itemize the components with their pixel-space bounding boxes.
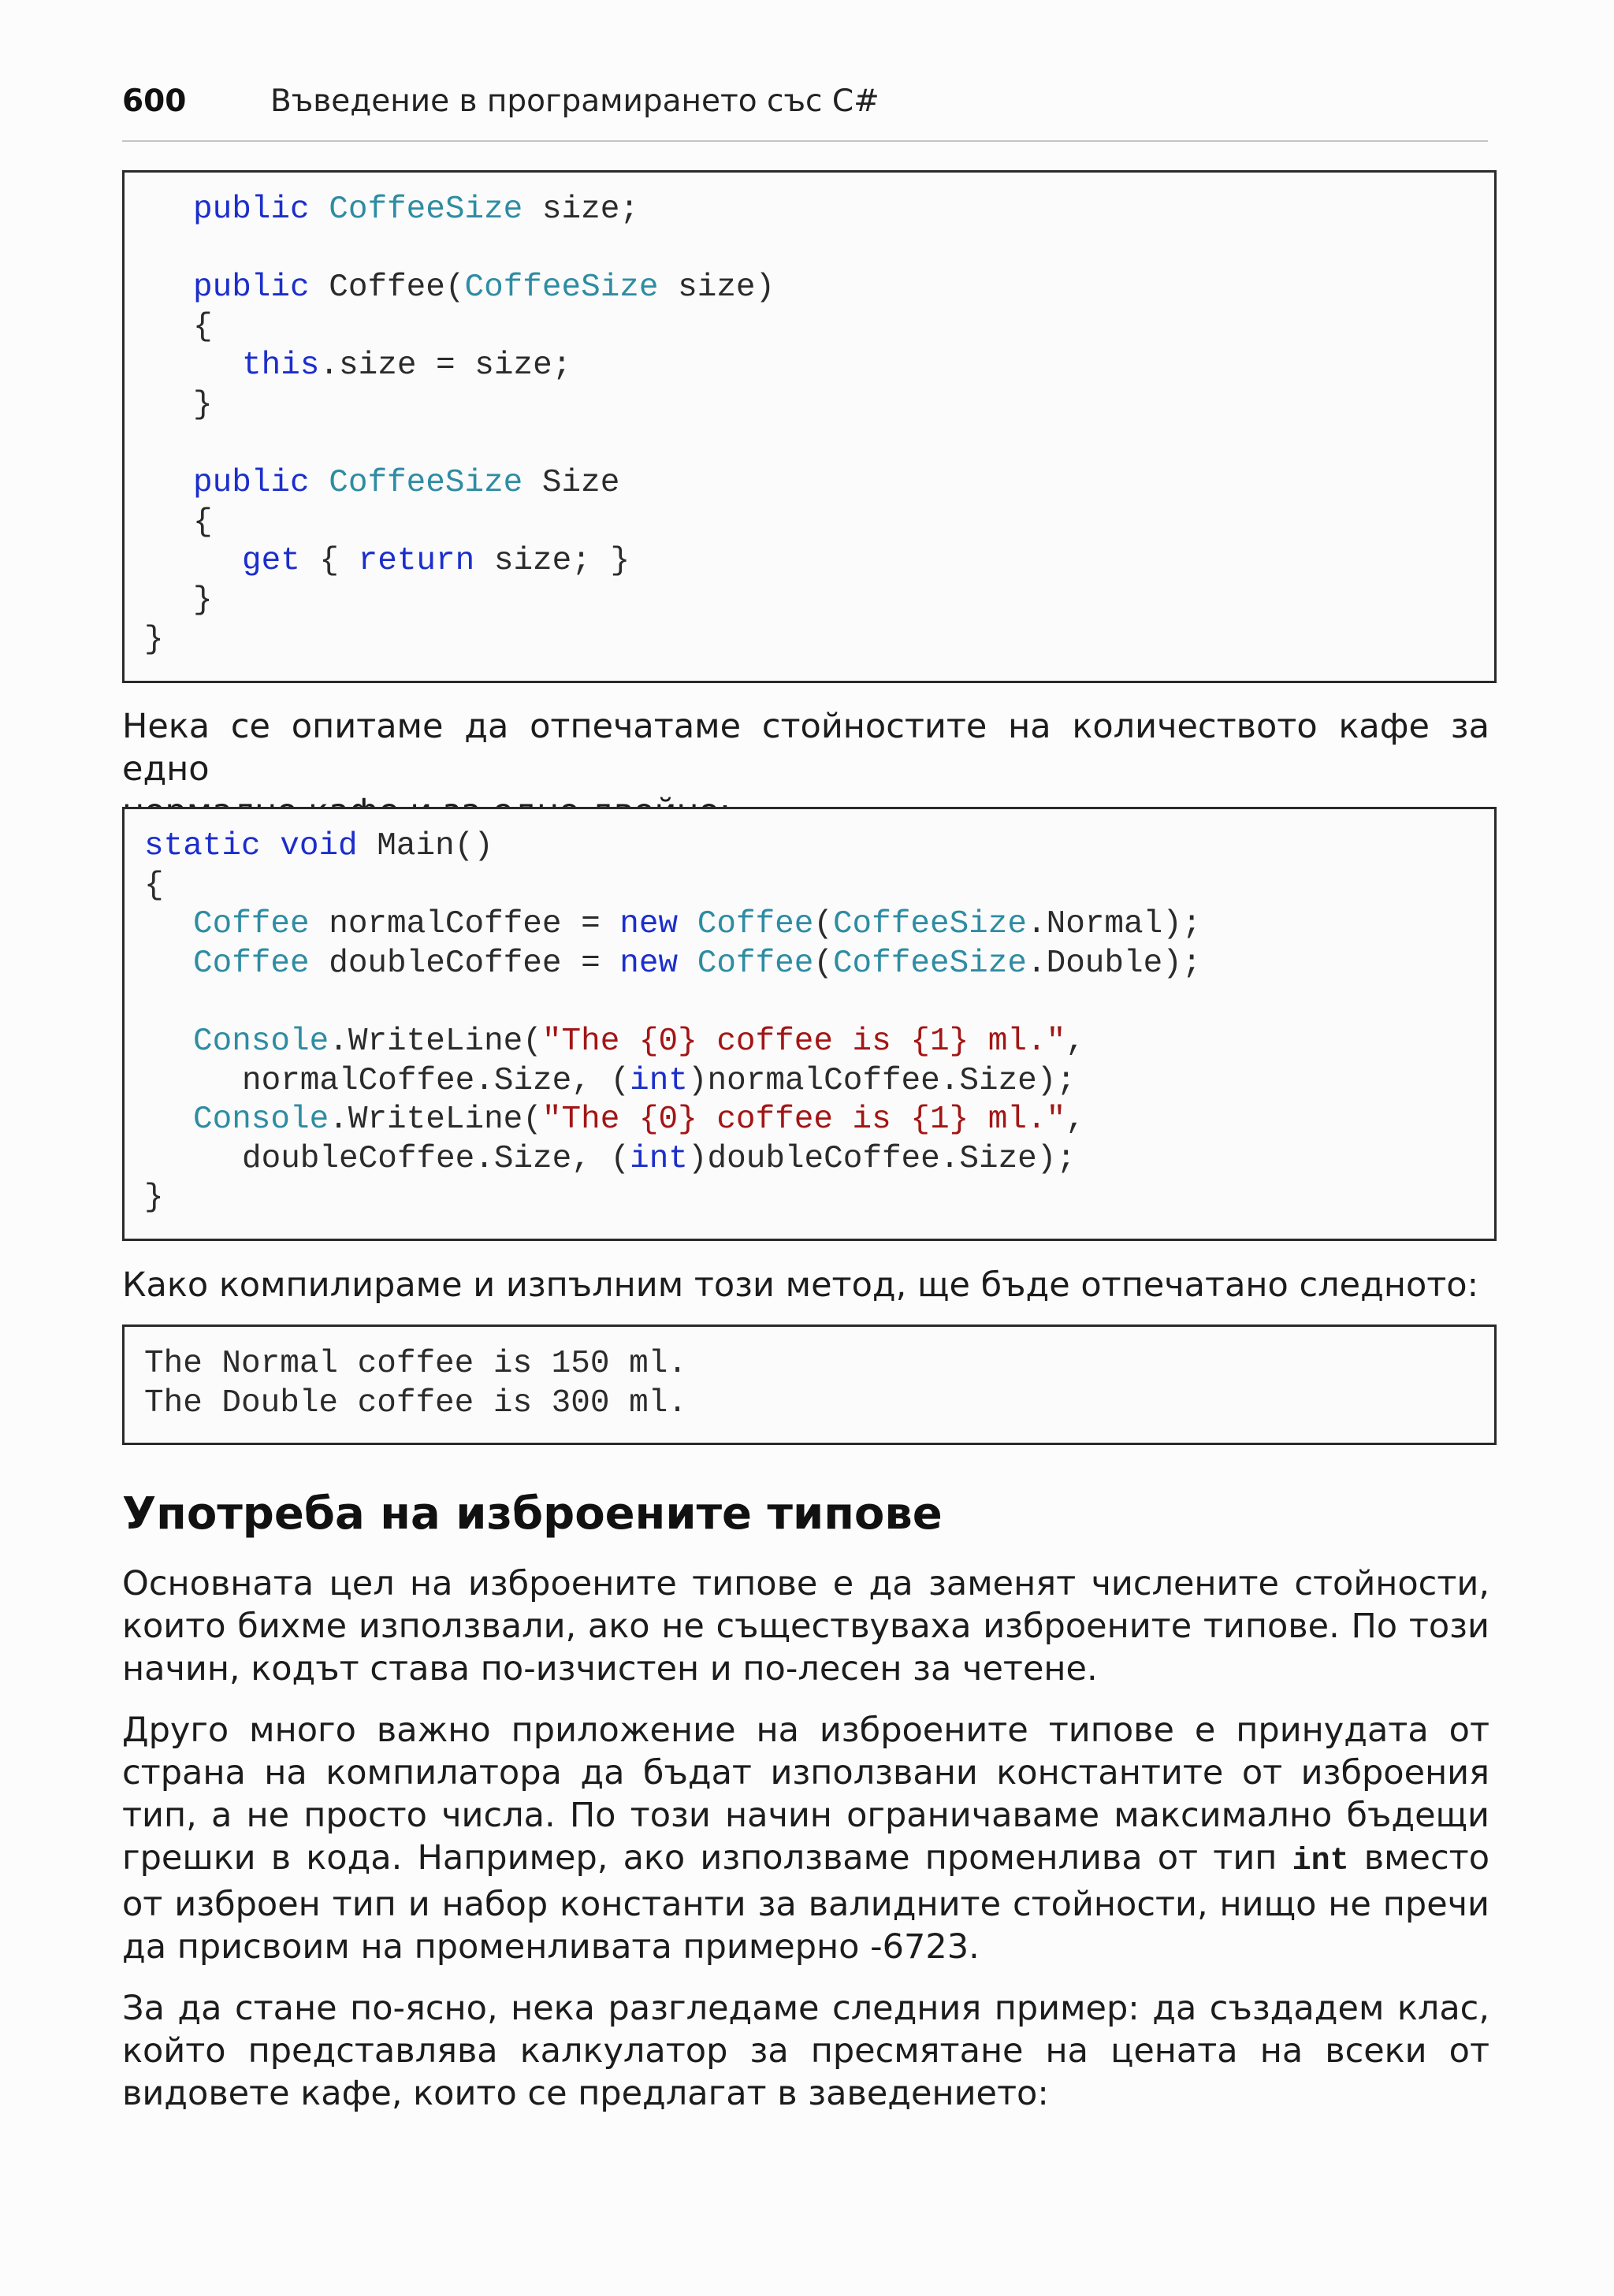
paragraph-enum-purpose <box>122 1562 1489 1690</box>
code-token: CoffeeSize <box>832 906 1027 943</box>
paragraph-line: страна на компилатора да бъдат използвани константите от изброения <box>122 1753 1489 1793</box>
code-token: doubleCoffee = <box>309 945 620 982</box>
code-token: ( <box>813 945 833 982</box>
code-token: public <box>193 269 310 307</box>
code-token: .WriteLine( <box>329 1102 542 1139</box>
code-token: Size <box>523 465 620 502</box>
code-line <box>242 346 571 385</box>
console-output-block <box>122 1324 1497 1445</box>
code-token: "The {0} coffee is {1} ml." <box>541 1102 1066 1139</box>
paragraph-line <box>122 1837 1489 1883</box>
code-line <box>242 1061 1076 1101</box>
code-token: )doubleCoffee.Size); <box>687 1140 1076 1177</box>
code-line <box>242 541 630 581</box>
code-token: int <box>630 1062 688 1099</box>
code-token: Coffee <box>697 906 814 943</box>
code-token: , <box>1065 1024 1085 1060</box>
code-token <box>310 191 329 228</box>
paragraph-line: от изброен тип и набор константи за валидните стойности, нищо не пречи <box>122 1885 1489 1924</box>
paragraph-output-intro <box>122 1264 1489 1306</box>
code-line <box>242 1139 1076 1179</box>
paragraph-line: начин, кодът става по-изчистен и по-лесен за четене. <box>122 1649 1098 1689</box>
code-token: .Double); <box>1027 945 1202 982</box>
code-line <box>144 1384 687 1423</box>
code-token: { <box>193 503 213 541</box>
code-line <box>193 385 213 425</box>
code-token: { <box>193 308 213 345</box>
code-token: Console <box>193 1102 329 1139</box>
page-number: 600 <box>122 84 187 119</box>
code-line <box>193 944 1201 983</box>
code-token: Main() <box>357 828 493 864</box>
paragraph-line: да присвоим на променливата примерно -6723. <box>122 1927 980 1967</box>
code-token: , <box>1065 1102 1085 1139</box>
code-line <box>193 190 639 229</box>
code-line <box>144 827 493 866</box>
code-token: Coffee <box>193 906 310 943</box>
code-token: new <box>619 945 679 982</box>
code-token: CoffeeSize <box>329 465 523 502</box>
code-token <box>678 906 697 942</box>
code-token: size; <box>523 191 639 228</box>
code-token: { <box>144 867 164 904</box>
code-line <box>193 1022 1085 1061</box>
code-token: public <box>193 465 310 502</box>
code-token: } <box>193 387 213 423</box>
code-line <box>144 620 164 659</box>
code-line <box>193 581 213 620</box>
code-line <box>144 1344 687 1384</box>
paragraph-line: Нека се опитаме да отпечатаме стойностите на количеството кафе за едно <box>122 707 1489 789</box>
code-line <box>193 503 213 542</box>
paragraph-example-intro <box>122 1987 1489 2115</box>
code-token: void <box>280 828 358 864</box>
paragraph-line: които бихме използвали, ако не съществуваха изброените типове. По този <box>122 1607 1489 1646</box>
code-line <box>193 307 213 347</box>
code-block-main-method <box>122 807 1497 1241</box>
code-token: .WriteLine( <box>329 1024 542 1060</box>
code-line <box>193 463 619 503</box>
code-block-coffee-class <box>122 170 1497 683</box>
code-token: The Normal coffee is 150 ml. <box>144 1346 687 1382</box>
paragraph-text: грешки в кода. Например, ако използваме променлива от тип <box>122 1838 1292 1878</box>
code-token: public <box>193 191 310 228</box>
paragraph-line: видовете кафе, които се предлагат в заведението: <box>122 2074 1049 2113</box>
code-token: Coffee( <box>309 269 465 307</box>
code-token: The Double coffee is 300 ml. <box>144 1384 687 1421</box>
paragraph-line: За да стане по-ясно, нека разгледаме следния пример: да създадем клас, <box>122 1989 1489 2028</box>
code-line <box>193 268 775 307</box>
code-token: .size = size; <box>319 347 572 385</box>
page-header <box>122 80 1488 142</box>
code-token: Coffee <box>697 945 814 982</box>
paragraph-line: Друго много важно приложение на изброените типове е принудата от <box>122 1711 1489 1750</box>
code-token: size) <box>658 269 775 307</box>
paragraph-enum-compiler <box>122 1709 1489 1968</box>
paragraph-line: тип, а не просто числа. По този начин ограничаваме максимално бъдещи <box>122 1796 1489 1835</box>
code-token: static <box>144 828 261 864</box>
code-token: size; } <box>474 543 630 580</box>
paragraph-text: вместо <box>1348 1838 1490 1878</box>
code-token <box>310 465 329 501</box>
code-token: } <box>144 1180 164 1217</box>
paragraph-line: който представлява калкулатор за пресмятане на цената на всеки от <box>122 2031 1489 2071</box>
code-token <box>261 828 281 864</box>
code-token <box>678 946 697 982</box>
code-token: get <box>242 543 300 580</box>
code-token: "The {0} coffee is {1} ml." <box>541 1024 1066 1060</box>
code-token: )normalCoffee.Size); <box>687 1062 1076 1099</box>
running-title: Въведение в програмирането със C# <box>270 84 880 119</box>
code-line <box>193 905 1201 944</box>
paragraph-line: Како компилираме и изпълним този метод, ще бъде отпечатано следното: <box>122 1265 1479 1305</box>
code-line <box>144 1178 164 1217</box>
paragraph-line: Основната цел на изброените типове е да заменят числените стойности, <box>122 1564 1489 1603</box>
section-heading: Употреба на изброените типове <box>122 1488 943 1540</box>
code-token: int <box>630 1140 688 1177</box>
inline-code-int: int <box>1292 1844 1349 1879</box>
code-token: .Normal); <box>1027 906 1202 943</box>
code-token: this <box>242 347 320 385</box>
code-token: return <box>358 543 475 580</box>
code-line <box>144 866 164 905</box>
code-token: normalCoffee.Size, ( <box>242 1062 630 1099</box>
code-token: ( <box>813 906 833 943</box>
code-token: normalCoffee = <box>309 906 620 943</box>
code-line <box>193 1100 1085 1139</box>
code-token: Coffee <box>193 945 310 982</box>
code-token: new <box>619 906 679 943</box>
code-token: CoffeeSize <box>464 269 659 307</box>
code-token: Console <box>193 1024 329 1060</box>
code-token: CoffeeSize <box>329 191 523 228</box>
code-token: } <box>193 582 213 619</box>
code-token: { <box>299 543 359 580</box>
code-token: doubleCoffee.Size, ( <box>242 1140 630 1177</box>
code-token: CoffeeSize <box>832 945 1027 982</box>
code-token: } <box>144 621 164 658</box>
